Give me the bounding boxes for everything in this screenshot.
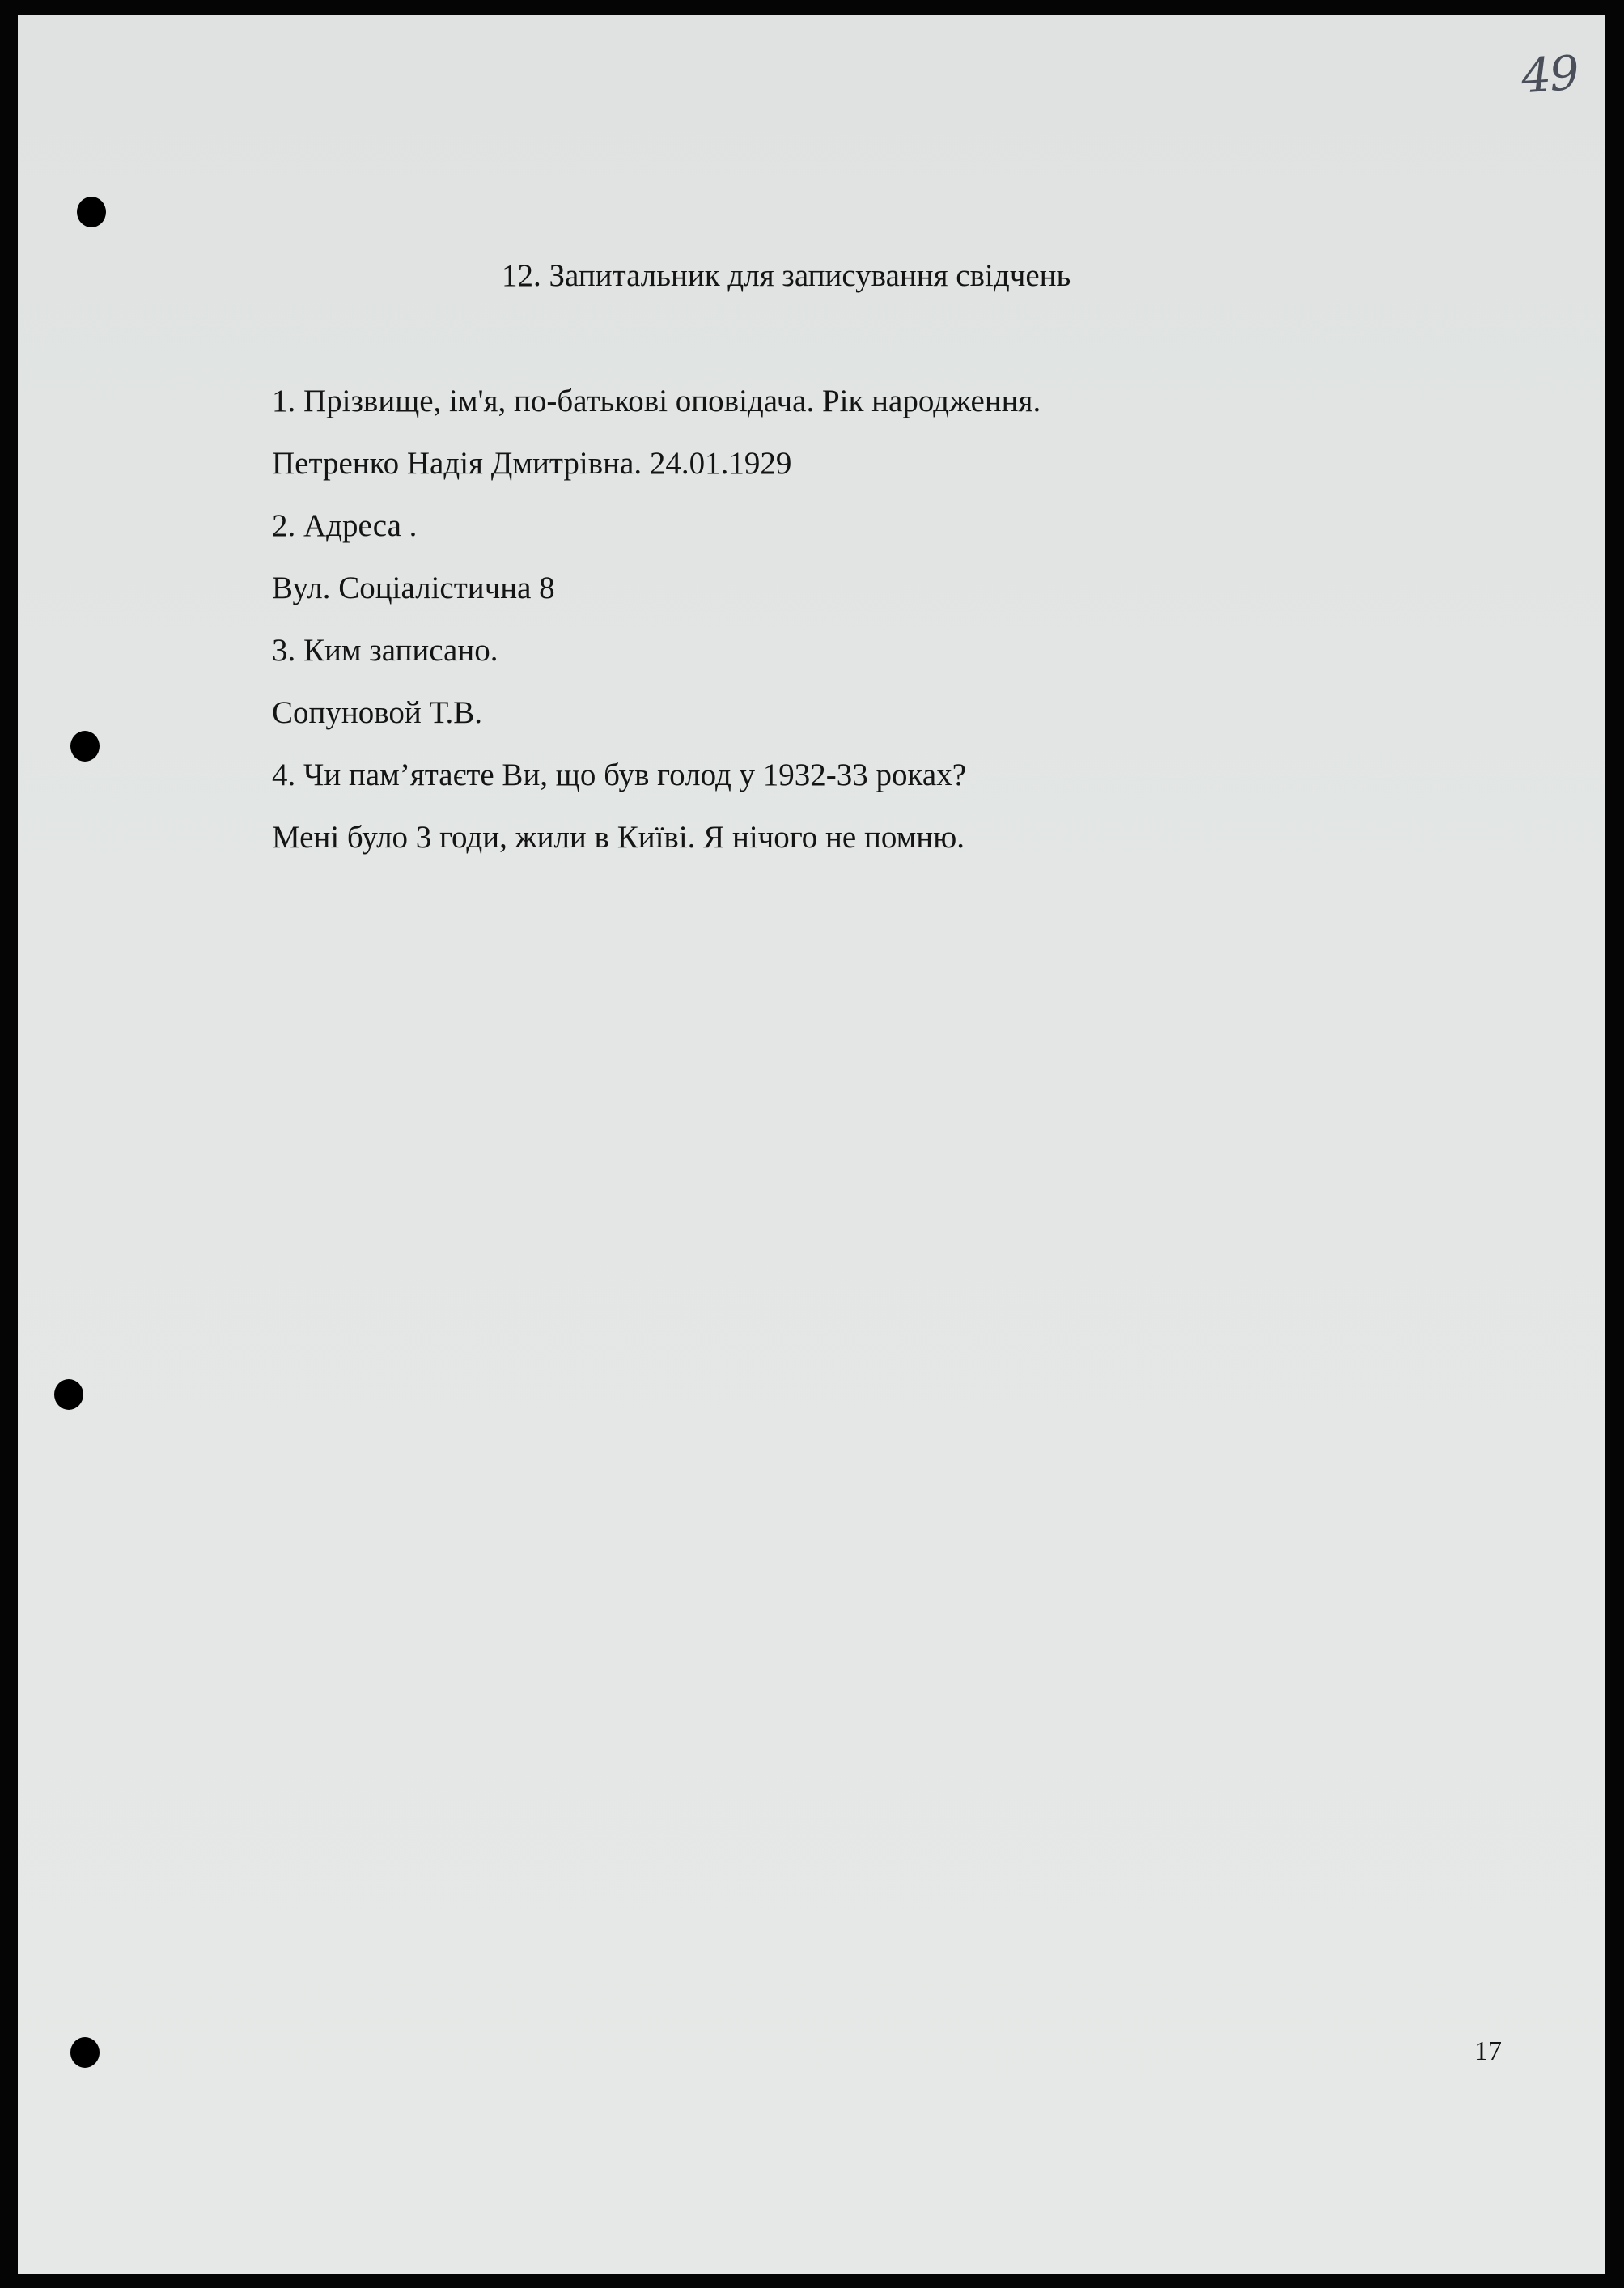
answer-4: Мені було 3 годи, жили в Київі. Я нічого не помню. bbox=[272, 820, 965, 855]
punch-hole bbox=[54, 1379, 83, 1410]
question-2: 2. Адреса . bbox=[272, 508, 418, 543]
answer-1: Петренко Надія Дмитрівна. 24.01.1929 bbox=[272, 446, 792, 481]
answer-2: Вул. Соціалістична 8 bbox=[272, 571, 555, 605]
page-number: 17 bbox=[1474, 2036, 1502, 2066]
handwritten-page-number: 49 bbox=[1519, 45, 1580, 104]
question-1: 1. Прізвище, ім'я, по-батькові оповідача. Рік народження. bbox=[272, 384, 1041, 418]
question-4: 4. Чи пам’ятаєте Ви, що був голод у 1932-33 роках? bbox=[272, 758, 967, 792]
paper-sheet bbox=[18, 15, 1605, 2274]
punch-hole bbox=[70, 731, 100, 762]
question-3: 3. Ким записано. bbox=[272, 633, 498, 664]
answer-3: Сопуновой Т.В. bbox=[272, 695, 482, 730]
punch-hole bbox=[77, 197, 106, 227]
document-title: 12. Запитальник для записування свідчень bbox=[502, 258, 1071, 293]
punch-hole bbox=[70, 2037, 100, 2068]
